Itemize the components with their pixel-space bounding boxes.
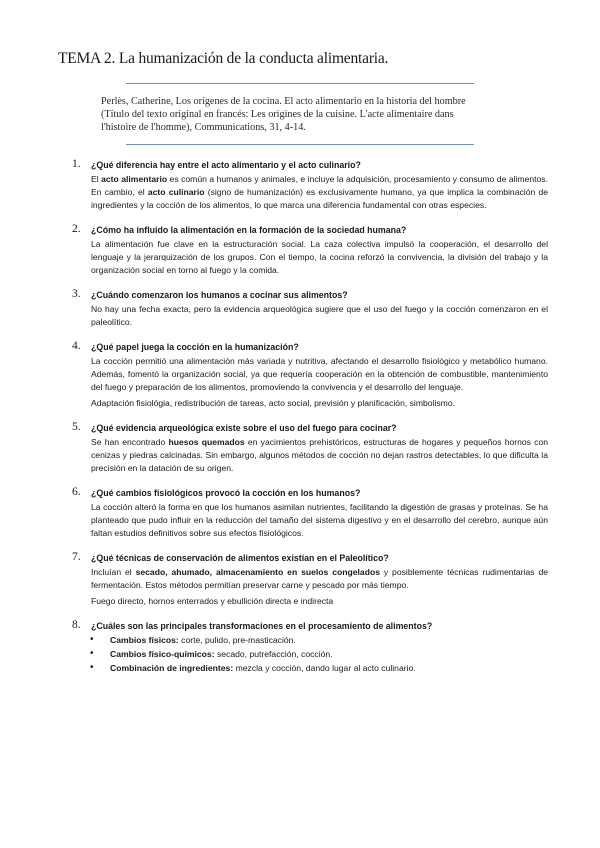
question-number: 5. <box>72 421 81 433</box>
top-divider <box>126 83 474 84</box>
question-list <box>72 158 548 686</box>
question-item <box>72 223 548 277</box>
question-heading: ¿Cómo ha influido la alimentación en la formación de la sociedad humana? <box>91 225 407 235</box>
question-item <box>72 619 548 675</box>
question-heading: ¿Qué evidencia arqueológica existe sobre el uso del fuego para cocinar? <box>91 423 397 433</box>
question-item <box>72 551 548 608</box>
question-heading: ¿Qué cambios fisiológicos provocó la cocción en los humanos? <box>91 488 361 498</box>
answer-text: Incluían el secado, ahumado, almacenamiento en suelos congelados y posiblemente técnicas rudimentarias de fermentación. Estos métodos permitían preservar carne y pescado por más tiempo. Fuego directo, hornos enterrados y ebullición directa e indirecta <box>91 567 548 606</box>
answer-text: Se han encontrado huesos quemados en yacimientos prehistóricos, estructuras de hogares y pequeños hornos con cenizas y piedras calcinadas. Sin embargo, algunos métodos de cocción no dejan rastros detectables, lo que dificulta la precisión en la datación de su origen. <box>91 437 549 473</box>
answer-text: La cocción alteró la forma en que los humanos asimilan nutrientes, facilitando la digestión de grasas y proteínas. Se ha planteado que pudo influir en la reducción del tamaño del sistema digestivo y en el desarrollo del cerebro, aunque aún faltan estudios definitivos sobre sus efectos fisiológicos. <box>91 502 548 538</box>
answer-text: El acto alimentario es común a humanos y animales, e incluye la adquisición, procesamiento y consumo de alimentos. En cambio, el acto culinario (signo de humanización) es exclusivamente humano, ya que implica la combinación de ingredientes y la cocción de los alimentos, lo que marca una diferencia fundamental con otras especies. <box>91 174 548 210</box>
answer-text: La alimentación fue clave en la estructuración social. La caza colectiva impulsó la cooperación, el desarrollo del lenguaje y la jerarquización de los grupos. Con el tiempo, la cocina reforzó la convivencia, la división del trabajo y la organización social en torno al fuego y la comida. <box>91 239 548 275</box>
question-item <box>72 486 548 540</box>
question-number: 4. <box>72 340 81 352</box>
page-title: TEMA 2. La humanización de la conducta alimentaria. <box>58 50 389 67</box>
citation-line: Perlès, Catherine, Los orígenes de la cocina. El acto alimentario en la historia del hombre <box>101 96 466 107</box>
question-heading: ¿Cuáles son las principales transformaciones en el procesamiento de alimentos? <box>91 621 433 631</box>
question-number: 6. <box>72 486 81 498</box>
question-item <box>72 158 548 212</box>
question-item <box>72 421 548 475</box>
citation-line: l'histoire de l'homme), Communications, 31, 4-14. <box>101 122 306 134</box>
question-item <box>72 340 548 410</box>
list-item: • Cambios físicos: corte, pulido, pre-masticación. <box>110 633 548 647</box>
question-heading: ¿Cuándo comenzaron los humanos a cocinar sus alimentos? <box>91 290 348 300</box>
bold-term: acto culinario <box>147 187 205 197</box>
answer-note: Fuego directo, hornos enterrados y ebullición directa e indirecta <box>91 596 334 606</box>
bold-term: secado, ahumado, almacenamiento en suelos congelados <box>135 567 380 577</box>
citation <box>101 95 481 135</box>
bottom-divider <box>126 144 474 145</box>
question-number: 3. <box>72 288 81 300</box>
question-heading: ¿Qué técnicas de conservación de alimentos existían en el Paleolítico? <box>91 553 389 563</box>
bold-term: huesos quemados <box>168 437 245 447</box>
question-number: 7. <box>72 551 81 563</box>
question-number: 8. <box>72 619 81 631</box>
question-heading: ¿Qué diferencia hay entre el acto alimentario y el acto culinario? <box>91 160 361 170</box>
question-number: 1. <box>72 158 81 170</box>
question-heading: ¿Qué papel juega la cocción en la humanización? <box>91 342 299 352</box>
list-item: • Combinación de ingredientes: mezcla y cocción, dando lugar al acto culinario. <box>110 661 548 675</box>
bullet-list <box>72 633 548 675</box>
answer-note: Adaptación fisiológia, redistribución de tareas, acto social, previsión y planificación, simbolismo. <box>91 398 455 408</box>
question-item <box>72 288 548 329</box>
list-item: • Cambios físico-químicos: secado, putrefacción, cocción. <box>110 647 548 661</box>
citation-line: (Título del texto original en francés: Les origines de la cuisine. L'acte alimentaire dans <box>101 109 454 121</box>
answer-text: La cocción permitió una alimentación más variada y nutritiva, afectando el desarrollo fisiológico y metabólico humano. Además, fomentó la organización social, ya que requería cooperación en la obtención de combustible, mantenimiento del fuego y preparación de los alimentos, promoviendo la convivencia y el desarrollo del lenguaje. Adaptación fisiológia, redistribución de tareas, acto social, previsión y planificación, simbolismo. <box>91 356 548 408</box>
answer-text: No hay una fecha exacta, pero la evidencia arqueológica sugiere que el uso del fuego y la cocción comenzaron en el paleolítico. <box>91 304 548 327</box>
bold-term: acto alimentario <box>101 174 168 184</box>
question-number: 2. <box>72 223 81 235</box>
